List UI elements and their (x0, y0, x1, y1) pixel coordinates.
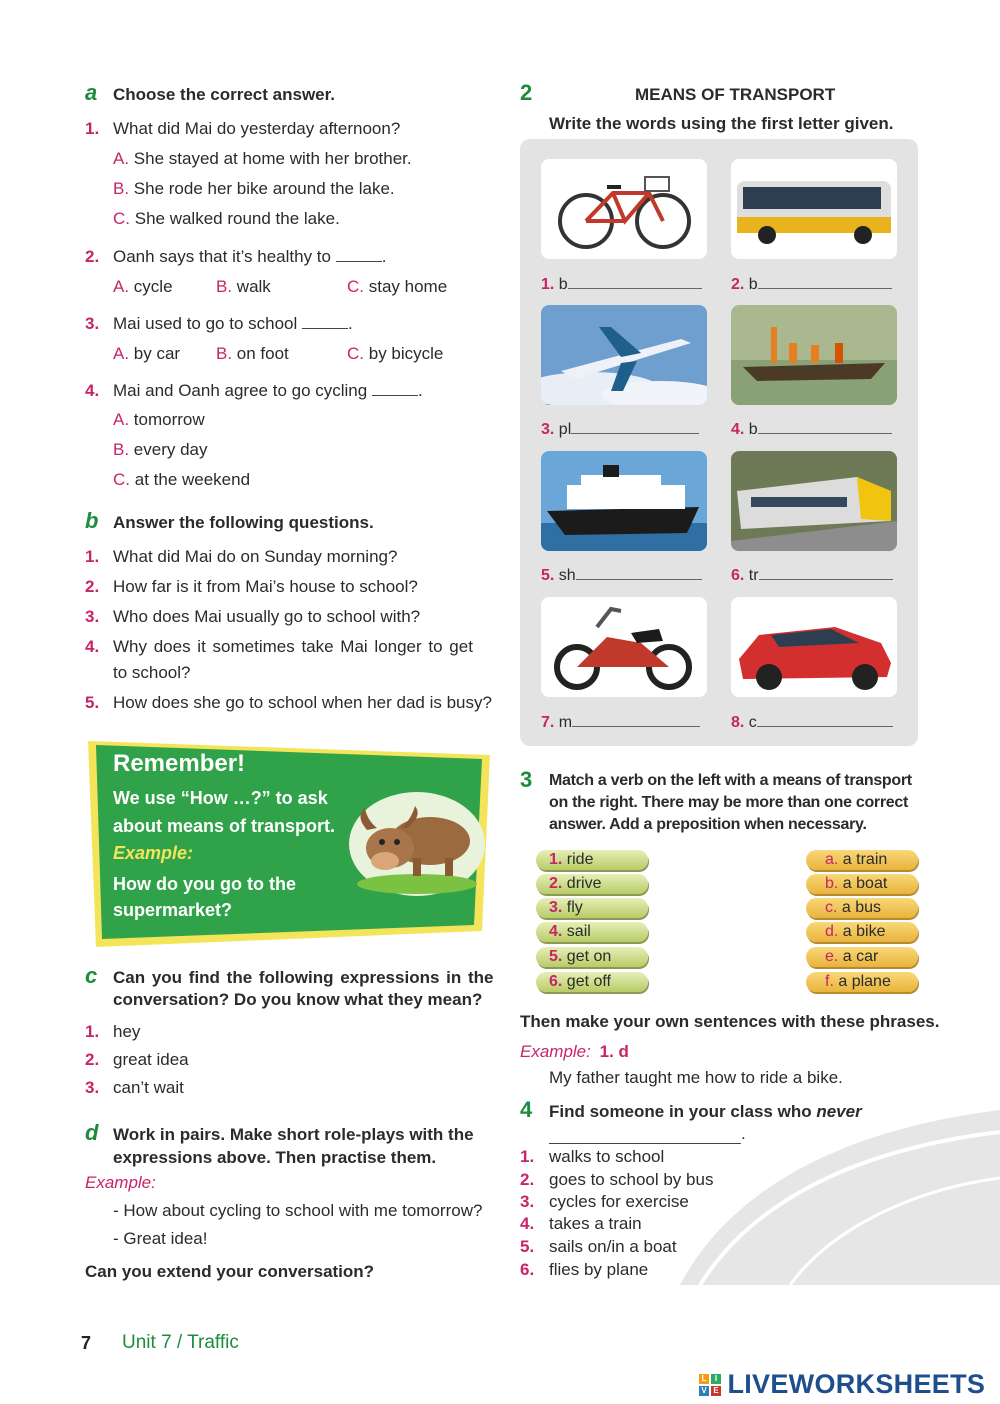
ex4-2-text: goes to school by bus (549, 1170, 714, 1189)
q4-option-c[interactable] (113, 470, 250, 490)
ex4-number: 4 (520, 1097, 533, 1122)
q4-a-label: A. (113, 410, 130, 429)
q2-a-text: cycle (133, 277, 173, 296)
ex4-blank[interactable] (549, 1127, 741, 1144)
verb-5-num: 5. (549, 948, 563, 965)
ex4-item-6 (520, 1260, 649, 1280)
ex3-line-2: on the right. There may be more than one correct (549, 794, 909, 811)
q3-end: . (348, 314, 353, 333)
ex3-example (520, 1042, 629, 1062)
ex4-3-num: 3. (520, 1192, 535, 1211)
remember-example-label: Example: (113, 843, 194, 863)
ex3-example-sentence: My father taught me how to ride a bike. (549, 1068, 843, 1087)
ex2-1-num: 1. (541, 276, 555, 293)
q4-a-text: tomorrow (133, 410, 205, 429)
ex4-1-num: 1. (520, 1147, 535, 1166)
q1-text: What did Mai do yesterday afternoon? (113, 119, 401, 138)
ex4-instruction-em: never (816, 1102, 862, 1121)
verb-pill-6[interactable] (536, 972, 648, 992)
ex2-7-blank[interactable] (572, 725, 700, 727)
ex2-7-num: 7. (541, 714, 555, 731)
transport-pill-e[interactable] (806, 947, 918, 967)
ex2-3-blank[interactable] (571, 432, 699, 434)
q2-num: 2. (85, 247, 100, 266)
ex2-item-3[interactable] (541, 421, 699, 439)
ex2-number: 2 (520, 80, 533, 105)
question-4 (85, 381, 423, 401)
ex2-5-hint: sh (558, 567, 576, 584)
section-c-line-1: Can you find the following expressions in the (113, 968, 494, 987)
c3-num: 3. (85, 1078, 100, 1097)
q2-c-text: stay home (368, 277, 448, 296)
verb-6-num: 6. (549, 973, 563, 990)
section-c-letter: c (85, 963, 98, 988)
ex2-3-hint: pl (558, 421, 572, 438)
ex2-1-hint: b (558, 276, 568, 293)
transport-pill-a[interactable] (806, 850, 918, 870)
logo-letter-1: L (699, 1374, 709, 1384)
transport-c-text: a bus (841, 899, 882, 916)
section-a-instruction: Choose the correct answer. (113, 85, 336, 104)
ex2-2-num: 2. (731, 276, 745, 293)
section-d-example-1: - How about cycling to school with me tomorrow? (113, 1201, 483, 1220)
q2-a-label: A. (113, 277, 130, 296)
section-d-closing: Can you extend your conversation? (85, 1262, 375, 1281)
logo-text: LIVEWORKSHEETS (727, 1369, 986, 1399)
b2-num: 2. (85, 577, 100, 596)
q2-option-b[interactable] (216, 277, 271, 297)
q1-b-text: She rode her bike around the lake. (133, 179, 395, 198)
motorbike-icon (541, 597, 707, 697)
question-3 (85, 314, 353, 334)
q2-b-label: B. (216, 277, 233, 296)
c-item-1 (85, 1022, 141, 1042)
b4-text: Why does it sometimes take Mai longer to get (113, 637, 473, 656)
bicycle-icon (541, 159, 707, 259)
ex3-example-num: 1. d (599, 1042, 629, 1061)
ex4-6-num: 6. (520, 1260, 535, 1279)
ex2-5-blank[interactable] (576, 578, 702, 580)
ex2-6-blank[interactable] (759, 578, 893, 580)
ex3-number: 3 (520, 767, 533, 792)
q2-option-a[interactable] (113, 277, 173, 297)
transport-b-num: b. (825, 875, 839, 892)
transport-pill-b[interactable] (806, 874, 918, 894)
verb-1-num: 1. (549, 851, 563, 868)
q3-option-c[interactable] (347, 344, 443, 364)
q2-c-label: C. (347, 277, 364, 296)
transport-d-text: a bike (842, 923, 886, 940)
section-d-letter: d (85, 1120, 99, 1145)
boat-image (731, 305, 897, 405)
ex2-item-5[interactable] (541, 567, 702, 585)
ex2-item-1[interactable] (541, 276, 702, 294)
transport-e-text: a car (842, 948, 879, 965)
q4-end: . (417, 381, 423, 400)
verb-pill-1[interactable] (536, 850, 648, 870)
b-question-4 (85, 637, 473, 657)
plane-image (541, 305, 707, 405)
q3-option-a[interactable] (113, 344, 180, 364)
ship-image (541, 451, 707, 551)
logo-letter-4: E (711, 1386, 721, 1396)
ex2-item-6[interactable] (731, 567, 893, 585)
ex4-item-2 (520, 1170, 714, 1190)
train-icon (731, 451, 897, 551)
q4-option-a[interactable] (113, 410, 205, 430)
q3-a-text: by car (133, 344, 181, 363)
ex2-4-num: 4. (731, 421, 745, 438)
logo-badge (699, 1374, 721, 1396)
ex4-4-text: takes a train (549, 1214, 642, 1233)
ex2-title: MEANS OF TRANSPORT (635, 85, 836, 104)
transport-a-num: a. (825, 851, 839, 868)
unit-label: Unit 7 / Traffic (122, 1332, 239, 1353)
ex2-item-2[interactable] (731, 276, 892, 294)
q4-num: 4. (85, 381, 100, 400)
transport-d-num: d. (825, 923, 839, 940)
q1-option-c[interactable] (113, 209, 340, 229)
verb-2-text: drive (566, 875, 602, 892)
remember-line-2: about means of transport. (113, 816, 336, 836)
ex3-then: Then make your own sentences with these phrases. (520, 1012, 940, 1031)
c1-text: hey (113, 1022, 141, 1041)
section-d-example-2: - Great idea! (113, 1229, 208, 1248)
ex4-end: . (741, 1124, 746, 1143)
b-question-2 (85, 577, 418, 597)
q3-c-text: by bicycle (368, 344, 444, 363)
b3-num: 3. (85, 607, 100, 626)
c2-text: great idea (113, 1050, 189, 1069)
transport-f-num: f. (825, 973, 834, 990)
q2-blank[interactable] (336, 247, 382, 262)
transport-e-num: e. (825, 948, 839, 965)
bus-image (731, 159, 897, 259)
section-d-line-1: Work in pairs. Make short role-plays with the (113, 1125, 474, 1144)
ex2-3-num: 3. (541, 421, 555, 438)
q4-c-label: C. (113, 470, 130, 489)
ex4-5-text: sails on/in a boat (549, 1237, 677, 1256)
ex2-4-blank[interactable] (758, 432, 892, 434)
ex4-item-3 (520, 1192, 689, 1212)
ex2-8-hint: c (748, 714, 757, 731)
transport-c-num: c. (825, 899, 838, 916)
b1-num: 1. (85, 547, 100, 566)
remember-title: Remember! (113, 750, 246, 777)
q3-a-label: A. (113, 344, 130, 363)
ex2-item-7[interactable] (541, 714, 700, 732)
b-question-1 (85, 547, 398, 567)
ex4-1-text: walks to school (549, 1147, 665, 1166)
remember-line-1: We use “How …?” to ask (113, 788, 328, 808)
transport-f-text: a plane (838, 973, 891, 990)
verb-pill-3[interactable] (536, 898, 648, 918)
q2-text: Oanh says that it’s healthy to (113, 247, 331, 266)
section-c-line-2: conversation? Do you know what they mean? (113, 990, 483, 1009)
ex2-instruction: Write the words using the first letter given. (549, 114, 894, 133)
q3-b-text: on foot (236, 344, 289, 363)
ex2-2-blank[interactable] (758, 287, 892, 289)
ex2-4-hint: b (748, 421, 758, 438)
question-2 (85, 247, 387, 267)
ship-icon (541, 451, 707, 551)
b-question-5 (85, 693, 492, 713)
verb-1-text: ride (566, 851, 594, 868)
c3-text: can’t wait (113, 1078, 184, 1097)
transport-pill-d[interactable] (806, 922, 918, 942)
q3-option-b[interactable] (216, 344, 289, 364)
boat-icon (731, 305, 897, 405)
verb-6-text: get off (566, 973, 611, 990)
q4-b-label: B. (113, 440, 130, 459)
section-b-instruction: Answer the following questions. (113, 513, 374, 532)
q1-a-label: A. (113, 149, 130, 168)
transport-b-text: a boat (842, 875, 888, 892)
b-question-4-cont: to school? (113, 663, 191, 682)
q4-option-b[interactable] (113, 440, 208, 460)
q3-b-label: B. (216, 344, 233, 363)
section-d-line-2: expressions above. Then practise them. (113, 1148, 437, 1167)
verb-pill-2[interactable] (536, 874, 648, 894)
ex4-item-1 (520, 1147, 665, 1167)
ex4-item-4 (520, 1214, 642, 1234)
verb-3-num: 3. (549, 899, 563, 916)
verb-5-text: get on (566, 948, 612, 965)
ex4-instruction-text: Find someone in your class who (549, 1102, 812, 1121)
verb-pill-4[interactable] (536, 922, 648, 942)
remember-example-2: supermarket? (113, 900, 233, 920)
c2-num: 2. (85, 1050, 100, 1069)
q2-option-c[interactable] (347, 277, 447, 297)
q2-b-text: walk (236, 277, 271, 296)
q1-b-label: B. (113, 179, 130, 198)
ex4-5-num: 5. (520, 1237, 535, 1256)
transport-pill-c[interactable] (806, 898, 918, 918)
q3-blank[interactable] (302, 314, 348, 329)
q1-option-b[interactable] (113, 179, 395, 199)
ex4-6-text: flies by plane (549, 1260, 649, 1279)
section-a-letter: a (85, 80, 98, 105)
ex2-8-num: 8. (731, 714, 745, 731)
q1-num: 1. (85, 119, 100, 138)
q4-blank[interactable] (372, 381, 418, 396)
ex2-2-hint: b (748, 276, 758, 293)
motorbike-image (541, 597, 707, 697)
section-d-example-label: Example: (85, 1173, 156, 1192)
verb-2-num: 2. (549, 875, 563, 892)
q4-text: Mai and Oanh agree to go cycling (113, 381, 368, 400)
c1-num: 1. (85, 1022, 100, 1041)
liveworksheets-logo[interactable] (699, 1369, 985, 1397)
verb-3-text: fly (566, 899, 583, 916)
ex2-item-8[interactable] (731, 714, 893, 732)
ex2-5-num: 5. (541, 567, 555, 584)
transport-a-text: a train (842, 851, 888, 868)
plane-icon (541, 305, 707, 405)
ex4-item-5 (520, 1237, 677, 1257)
ex2-6-num: 6. (731, 567, 745, 584)
q1-c-text: She walked round the lake. (134, 209, 340, 228)
b5-num: 5. (85, 693, 100, 712)
q3-c-label: C. (347, 344, 364, 363)
verb-pill-5[interactable] (536, 947, 648, 967)
b3-text: Who does Mai usually go to school with? (113, 607, 421, 626)
ex3-example-label: Example: (520, 1042, 591, 1061)
ex3-line-3: answer. Add a preposition when necessary. (549, 816, 867, 833)
ex4-3-text: cycles for exercise (549, 1192, 689, 1211)
q4-c-text: at the weekend (134, 470, 251, 489)
ex4-2-num: 2. (520, 1170, 535, 1189)
logo-letter-2: I (711, 1374, 721, 1384)
verb-4-num: 4. (549, 923, 563, 940)
ex2-6-hint: tr (748, 567, 759, 584)
q1-option-a[interactable] (113, 149, 412, 169)
ex2-item-4[interactable] (731, 421, 892, 439)
q4-b-text: every day (133, 440, 208, 459)
ex2-7-hint: m (558, 714, 573, 731)
ex3-line-1: Match a verb on the left with a means of transport (549, 772, 912, 789)
c-item-3 (85, 1078, 184, 1098)
q1-a-text: She stayed at home with her brother. (133, 149, 412, 168)
b4-num: 4. (85, 637, 100, 656)
q1-c-label: C. (113, 209, 130, 228)
verb-4-text: sail (566, 923, 591, 940)
q3-text: Mai used to go to school (113, 314, 298, 333)
page-number: 7 (81, 1333, 92, 1353)
ex4-4-num: 4. (520, 1214, 535, 1233)
ex2-8-blank[interactable] (757, 725, 893, 727)
car-image (731, 597, 897, 697)
car-icon (731, 597, 897, 697)
ex4-instruction (549, 1102, 862, 1122)
q2-end: . (381, 247, 387, 266)
b-question-3 (85, 607, 421, 627)
b5-text: How does she go to school when her dad is busy? (113, 693, 492, 712)
bus-icon (731, 159, 897, 259)
question-1 (85, 119, 401, 139)
bicycle-image (541, 159, 707, 259)
b2-text: How far is it from Mai’s house to school? (113, 577, 418, 596)
q3-num: 3. (85, 314, 100, 333)
c-item-2 (85, 1050, 189, 1070)
train-image (731, 451, 897, 551)
transport-pill-f[interactable] (806, 972, 918, 992)
ex2-1-blank[interactable] (568, 287, 702, 289)
ex4-blank-line (549, 1124, 746, 1144)
logo-letter-3: V (699, 1386, 709, 1396)
b1-text: What did Mai do on Sunday morning? (113, 547, 398, 566)
remember-example-1: How do you go to the (113, 874, 296, 894)
section-b-letter: b (85, 508, 99, 533)
buffalo-illustration (345, 786, 490, 896)
